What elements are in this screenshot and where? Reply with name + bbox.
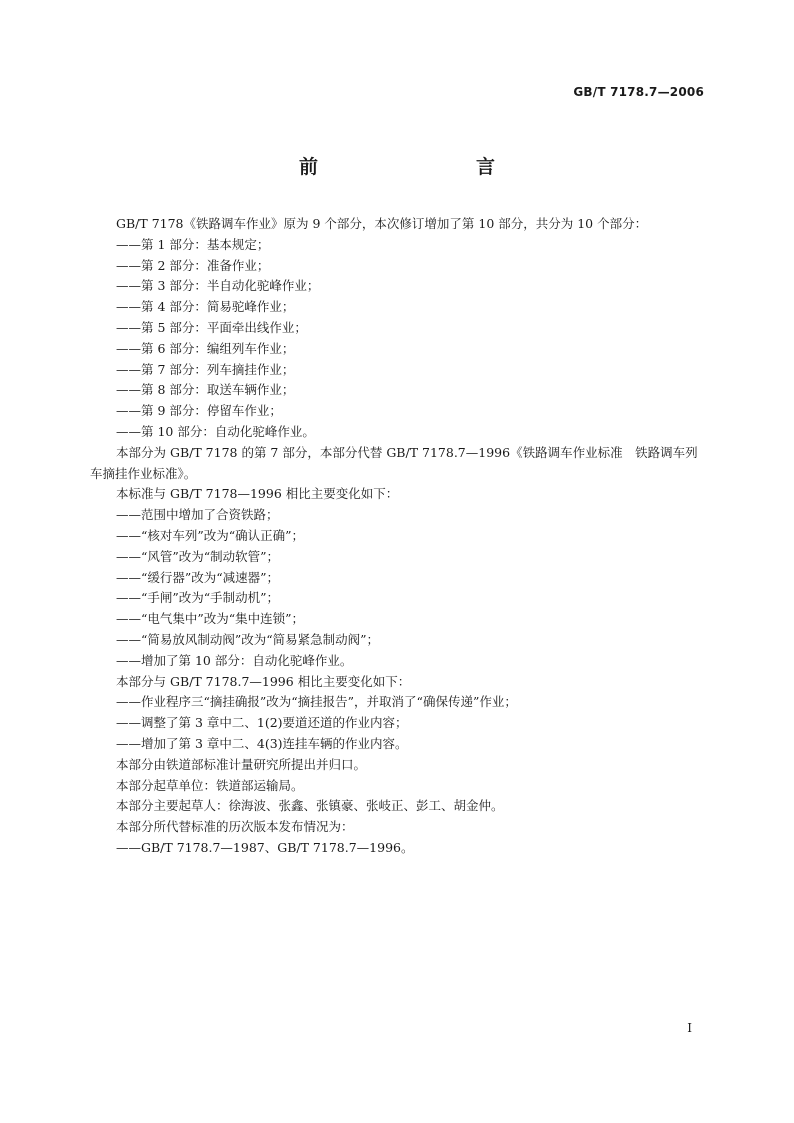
list-item: ——增加了第 10 部分：自动化驼峰作业。 (116, 652, 353, 668)
paragraph: 本标准与 GB/T 7178—1996 相比主要变化如下： (116, 486, 399, 502)
paragraph: 本部分主要起草人：徐海波、张鑫、张镇豪、张岐正、彭工、胡金仲。 (116, 798, 504, 814)
document-id: GB/T 7178.7—2006 (573, 85, 704, 99)
list-item: ——作业程序三“摘挂确报”改为“摘挂报告”，并取消了“确保传递”作业； (116, 694, 517, 710)
list-item: ——“简易放风制动阀”改为“简易紧急制动阀”； (116, 631, 380, 647)
list-item: ——增加了第 3 章中二、4(3)连挂车辆的作业内容。 (116, 735, 408, 751)
paragraph: GB/T 7178《铁路调车作业》原为 9 个部分，本次修订增加了第 10 部分，共分为 10 个部分： (116, 216, 648, 231)
list-item: ——调整了第 3 章中二、1(2)要道还道的作业内容； (116, 715, 408, 731)
paragraph: 本部分与 GB/T 7178.7—1996 相比主要变化如下： (116, 673, 411, 689)
list-item: ——第 10 部分：自动化驼峰作业。 (116, 423, 315, 439)
list-item: ——第 7 部分：列车摘挂作业； (116, 361, 295, 377)
foreword-body (90, 214, 706, 859)
list-item: ——第 5 部分：平面牵出线作业； (116, 319, 307, 335)
list-item: ——“电气集中”改为“集中连锁”； (116, 611, 305, 627)
page-title: 前 言 (298, 156, 535, 178)
list-item: ——GB/T 7178.7—1987、GB/T 7178.7—1996。 (116, 839, 414, 855)
list-item: ——第 9 部分：停留车作业； (116, 403, 282, 419)
paragraph: 本部分所代替标准的历次版本发布情况为： (116, 819, 354, 835)
list-item: ——“手闸”改为“手制动机”； (116, 590, 280, 606)
paragraph: 本部分为 GB/T 7178 的第 7 部分，本部分代替 GB/T 7178.7—1996《铁路调车作业标准 铁路调车列车摘挂作业标准》。 (90, 444, 698, 481)
list-item: ——第 6 部分：编组列车作业； (116, 340, 295, 356)
paragraph: 本部分起草单位：铁道部运输局。 (116, 777, 304, 793)
list-item: ——第 4 部分：简易驼峰作业； (116, 299, 295, 315)
list-item: ——第 2 部分：准备作业； (116, 257, 270, 273)
list-item: ——“缓行器”改为“减速器”； (116, 569, 280, 585)
list-item: ——第 3 部分：半自动化驼峰作业； (116, 278, 320, 294)
list-item: ——第 1 部分：基本规定； (116, 236, 270, 252)
paragraph: 本部分由铁道部标准计量研究所提出并归口。 (116, 756, 367, 772)
page-number: I (687, 1021, 692, 1035)
list-item: ——第 8 部分：取送车辆作业； (116, 382, 295, 398)
list-item: ——范围中增加了合资铁路； (116, 507, 279, 523)
list-item: ——“核对车列”改为“确认正确”； (116, 527, 305, 543)
list-item: ——“风管”改为“制动软管”； (116, 548, 280, 564)
